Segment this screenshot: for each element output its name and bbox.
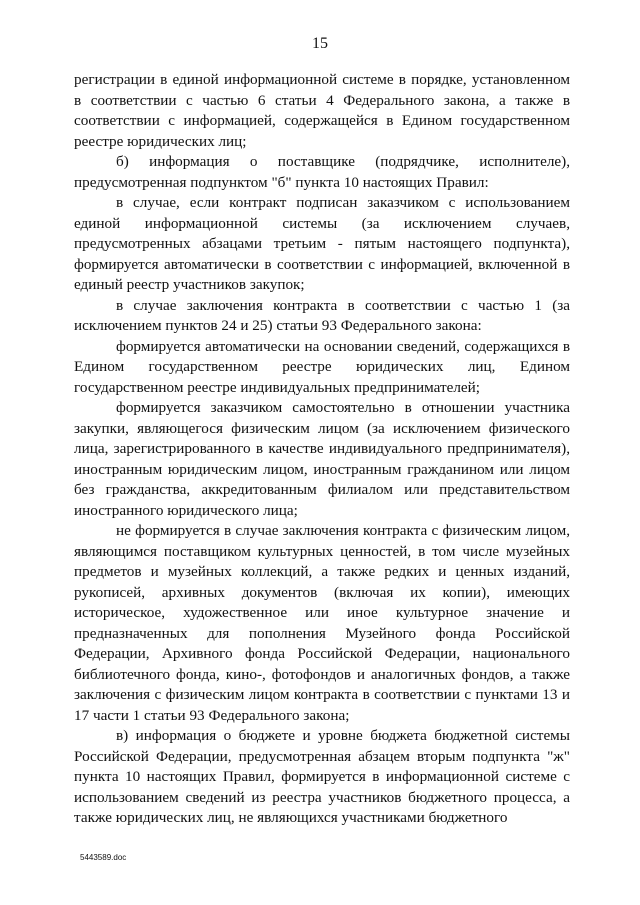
paragraph-not-formed: не формируется в случае заключения контракта с физическим лицом, являющимся поставщиком культурных ценностей, в том числе музейных предметов и музейных коллекций, а также редких и ценных изданий, рукописей, архивных документов (включая их копии), имеющих историческое, художественное или иное культурное значение и предназначенных для пополнения Музейного фонда Российской Федерации, Архивного фонда Российской Федерации, национального библиотечного фонда, кино-, фотофондов и аналогичных фондов, а также заключения с физическим лицом контракта в соответствии с пунктами 13 и 17 части 1 статьи 93 Федерального закона; xyxy=(74,522,570,724)
page-number: 15 xyxy=(312,35,328,52)
document-code: 5443589.doc xyxy=(80,853,127,862)
paragraph-contract-part-1: в случае заключения контракта в соответствии с частью 1 (за исключением пунктов 24 и 25) статьи 93 Федерального закона: xyxy=(74,296,570,334)
paragraph-customer-formed: формируется заказчиком самостоятельно в отношении участника закупки, являющегося физическим лицом (за исключением физического лица, зарегистрированного в качестве индивидуального предпринимателя), иностранным юридическим лицом, иностранным гражданином или лицом без гражданства, аккредитованным филиалом или представительством иностранного юридического лица; xyxy=(74,399,570,519)
document-body xyxy=(74,70,570,829)
paragraph-supplier-info: б) информация о поставщике (подрядчике, исполнителе), предусмотренная подпунктом "б" пункта 10 настоящих Правил: xyxy=(74,153,570,191)
paragraph-budget-info: в) информация о бюджете и уровне бюджета бюджетной системы Российской Федерации, предусмотренная абзацем вторым подпункта "ж" пункта 10 настоящих Правил, формируется в информационной системе с использованием сведений из реестра участников бюджетного процесса, а также юридических лиц, не являющихся участниками бюджетного xyxy=(74,727,570,826)
paragraph-contract-signed-eis: в случае, если контракт подписан заказчиком с использованием единой информационной системы (за исключением случаев, предусмотренных абзацами третьим - пятым настоящего подпункта), формируется автоматически в соответствии с информацией, включенной в единый реестр участников закупок; xyxy=(74,194,570,293)
paragraph-registration-continuation: регистрации в единой информационной системе в порядке, установленном в соответствии с частью 6 статьи 4 Федерального закона, а также в соответствии с информацией, содержащейся в Едином государственном реестре юридических лиц; xyxy=(74,71,570,150)
paragraph-auto-formed: формируется автоматически на основании сведений, содержащихся в Едином государственном реестре юридических лиц, Едином государственном реестре индивидуальных предпринимателей; xyxy=(74,337,570,396)
